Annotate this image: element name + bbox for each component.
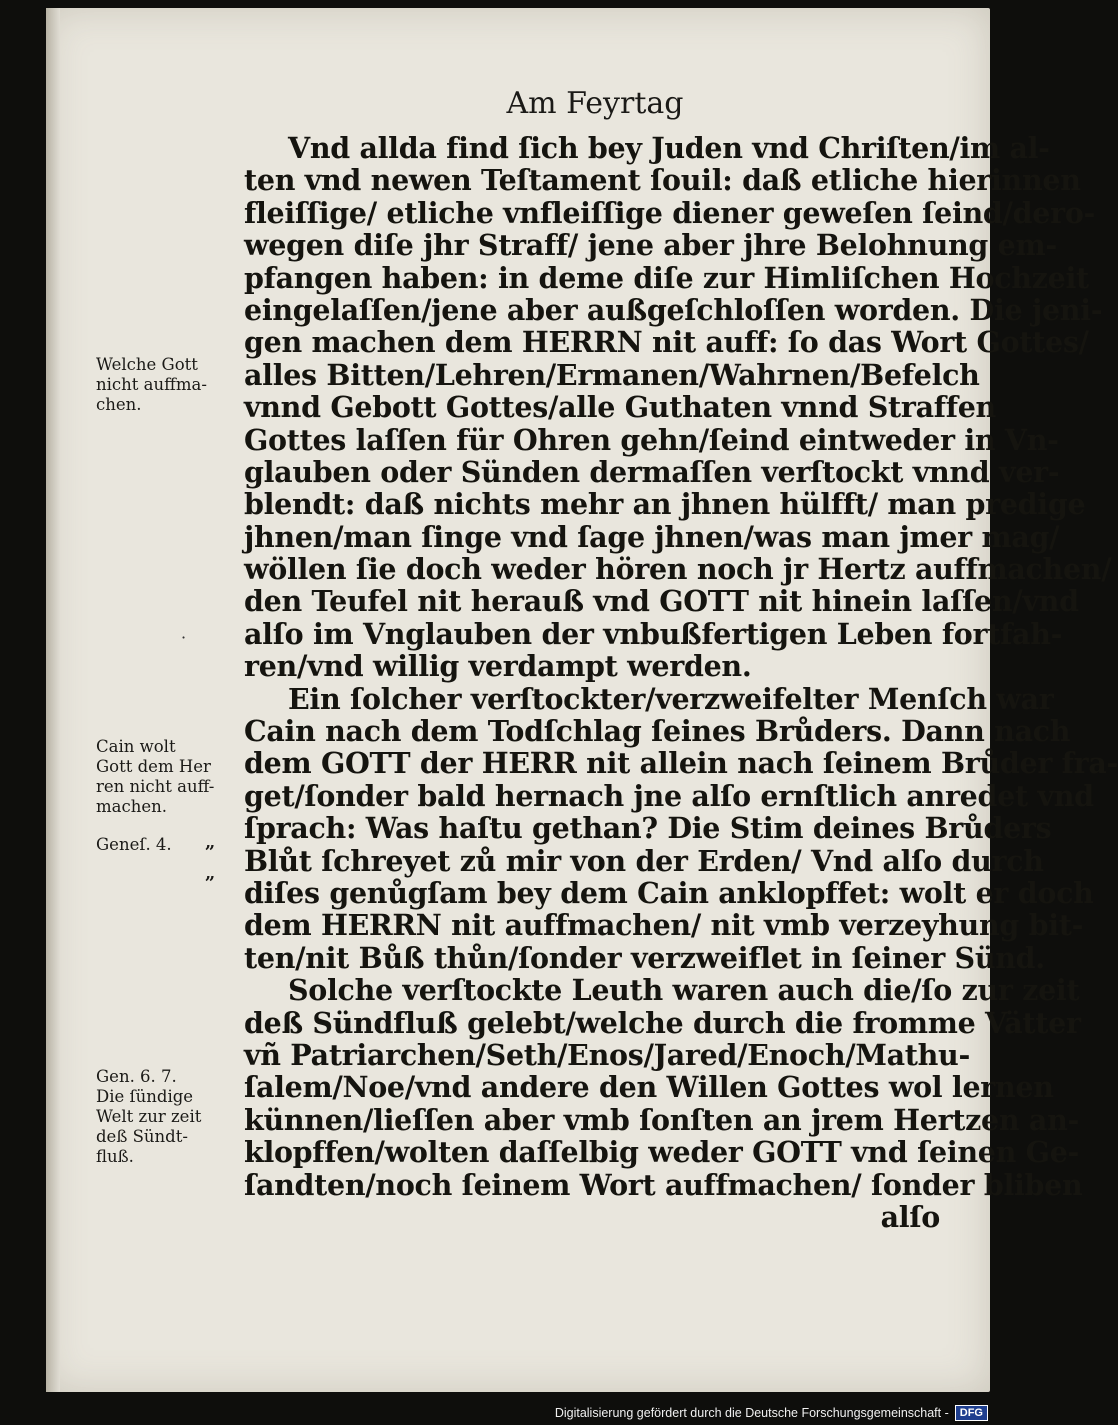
- margin-note-cain: [96, 737, 236, 817]
- text-line: klopffen/wolten daſſelbig weder GOTT vnd ſeinen Ge-: [244, 1135, 1080, 1170]
- margin-note-line: Die ſündige: [96, 1087, 194, 1106]
- margin-note-line: Welche Gott: [96, 355, 198, 374]
- text-line: deß Sündfluß gelebt/welche durch die fromme Vätter: [244, 1005, 1081, 1040]
- margin-note-line: machen.: [96, 797, 167, 816]
- margin-note-line: Gen. 6. 7.: [96, 1067, 177, 1086]
- footer-credit-text: Digitalisierung gefördert durch die Deutsche Forschungsgemeinschaft -: [554, 1406, 949, 1420]
- ink-dot: ·: [181, 628, 187, 647]
- text-line: wöllen ſie doch weder hören noch jr Hertz auffmachen/: [244, 552, 1112, 587]
- text-line: ſprach: Was haſtu gethan? Die Stim deines Brůders: [244, 811, 1052, 846]
- text-line: blendt: daß nichts mehr an jhnen hülfft/ man predige: [244, 487, 1086, 522]
- text-line: ten/nit Bůß thůn/ſonder verzweiflet in ſeiner Sünd.: [244, 940, 1045, 975]
- text-line: gen machen dem HERRN nit auff: ſo das Wort Gottes/: [244, 325, 1089, 360]
- text-line: glauben oder Sünden dermaſſen verſtockt vnnd ver-: [244, 454, 1060, 489]
- margin-note-line: deß Sündt-: [96, 1127, 188, 1146]
- text-line: ren/vnd willig verdampt werden.: [244, 649, 752, 684]
- margin-note-genesis-6-7: [96, 1067, 236, 1167]
- margin-note-line: chen.: [96, 395, 142, 414]
- margin-note-line: Gott dem Her: [96, 757, 211, 776]
- body-text: [244, 131, 1118, 1234]
- text-line: Solche verſtockte Leuth waren auch die/ſo zur zeit: [288, 973, 1080, 1008]
- margin-note-line: fluß.: [96, 1147, 134, 1166]
- page-spine: [46, 8, 60, 1392]
- text-line: pfangen haben: in deme diſe zur Himliſchen Hochzeit: [244, 260, 1089, 295]
- margin-note-line: nicht auffma-: [96, 375, 207, 394]
- dfg-logo: DFG: [955, 1405, 988, 1421]
- text-line: Cain nach dem Todſchlag ſeines Brůders. Dann nach: [244, 714, 1071, 749]
- text-line: dem HERRN nit auffmachen/ nit vmb verzeyhung bit-: [244, 908, 1084, 943]
- margin-note-line: Geneſ. 4.: [96, 835, 172, 854]
- text-line: wegen diſe jhr Straff/ jene aber jhre Belohnung em-: [244, 228, 1057, 263]
- margin-note-line: ren nicht auff-: [96, 777, 215, 796]
- margin-note-line: Welt zur zeit: [96, 1107, 202, 1126]
- text-line: alſo im Vnglauben der vnbußfertigen Leben fortfah-: [244, 616, 1063, 651]
- text-line: jhnen/man ſinge vnd ſage jhnen/was man jmer mag/: [244, 519, 1060, 554]
- margin-note-line: Cain wolt: [96, 737, 176, 756]
- text-line: diſes genůgſam bey dem Cain anklopffet: wolt er doch: [244, 875, 1094, 910]
- text-line: ſandten/noch ſeinem Wort auffmachen/ ſonder bliben: [244, 1167, 1083, 1202]
- text-line: den Teufel nit herauß vnd GOTT nit hinein laſſen/vnd: [244, 584, 1079, 619]
- text-line: künnen/lieſſen aber vmb ſonſten an jrem Hertzen an-: [244, 1102, 1080, 1137]
- quote-mark: „: [205, 863, 216, 884]
- text-line: Gottes laſſen für Ohren gehn/ſeind eintweder in Vn-: [244, 422, 1059, 457]
- text-line: Blůt ſchreyet zů mir von der Erden/ Vnd alſo durch: [244, 843, 1044, 878]
- text-line: vnnd Gebott Gottes/alle Guthaten vnnd Straffen: [244, 390, 996, 425]
- text-line: ten vnd newen Teſtament ſouil: daß etliche hierinnen: [244, 163, 1081, 198]
- text-line: dem GOTT der HERR nit allein nach ſeinem Brůder fra-: [244, 746, 1118, 781]
- text-line: eingelaſſen/jene aber außgeſchloſſen worden. Die jeni-: [244, 292, 1103, 327]
- text-line: alſo: [880, 1199, 940, 1234]
- text-line: Ein ſolcher verſtockter/verzweifelter Menſch war: [288, 681, 1054, 716]
- text-line: get/ſonder bald hernach jne alſo ernſtlich anredet vnd: [244, 778, 1094, 813]
- text-line: ſalem/Noe/vnd andere den Willen Gottes wol lernen: [244, 1070, 1054, 1105]
- footer-credit-bar: [555, 1405, 988, 1421]
- text-line: alles Bitten/Lehren/Ermanen/Wahrnen/Befelch: [244, 357, 980, 392]
- running-title: Am Feyrtag: [506, 86, 684, 121]
- text-line: fleiſſige/ etliche vnfleiſſige diener geweſen ſeind/dero-: [244, 195, 1096, 230]
- text-line: vñ Patriarchen/Seth/Enos/Jared/Enoch/Mathu-: [244, 1037, 970, 1072]
- text-line: Vnd allda find ſich bey Juden vnd Chriſten/im al-: [288, 131, 1050, 165]
- margin-note-welche-gott: [96, 355, 236, 415]
- quote-mark: „: [205, 832, 216, 853]
